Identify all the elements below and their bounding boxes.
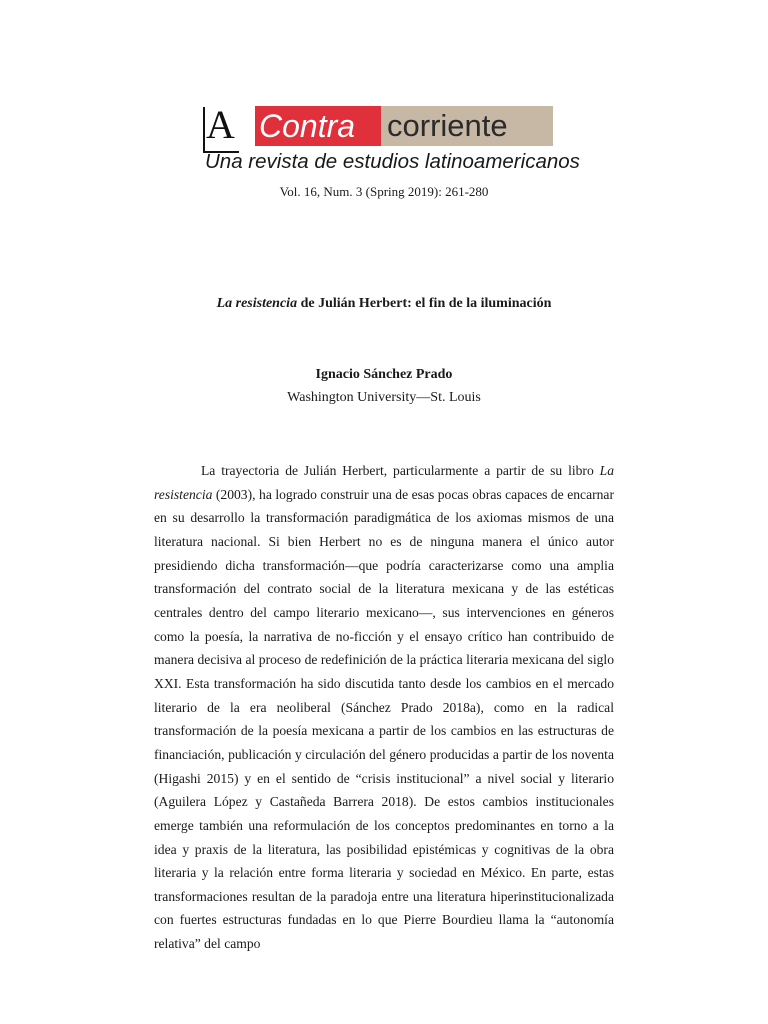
body-text-a: La trayectoria de Julián Herbert, particularmente a partir de su libro	[201, 463, 600, 478]
article-title-italic: La resistencia	[216, 296, 298, 311]
logo-vertical-rule	[203, 107, 205, 153]
body-text-italic: La resistencia	[154, 463, 614, 502]
body-paragraph	[154, 459, 614, 956]
article-title-rest: de Julián Herbert: el fin de la iluminación	[297, 296, 552, 311]
author-name: Ignacio Sánchez Prado	[315, 367, 453, 382]
journal-subtitle: Una revista de estudios latinoamericanos	[205, 150, 580, 173]
article-title	[0, 294, 768, 314]
author-affiliation: Washington University—St. Louis	[287, 390, 481, 405]
logo-contra-block: Contra	[255, 106, 381, 146]
logo-letter-a: A	[206, 102, 235, 147]
citation-line: Vol. 16, Num. 3 (Spring 2019): 261-280	[279, 184, 489, 199]
journal-logo	[203, 102, 580, 183]
logo-corriente-block: corriente	[381, 106, 553, 146]
body-text-b: (2003), ha logrado construir una de esas pocas obras capaces de encarnar en su desarrollo la transformación paradigmática de los axiomas mismos de una literatura nacional. Si bien Herbert no es de ninguna manera el único autor presidiendo dicha transformación—que podría caracterizarse como una amplia transformación del contrato social de la literatura mexicana y de las estéticas centrales dentro del campo literario mexicano—, sus intervenciones en géneros como la poesía, la narrativa de no-ficción y el ensayo crítico han contribuido de manera decisiva al proceso de redefinición de la práctica literaria mexicana del siglo XXI. Esta transformación ha sido discutida tanto desde los cambios en el mercado literario de la era neoliberal (Sánchez Prado 2018a), como en la radical transformación de la poesía mexicana a partir de los cambios en las estructuras de financiación, publicación y circulación del género producidas a partir de los noventa (Higashi 2015) y en el sentido de “crisis institucional” a nivel social y literario (Aguilera López y Castañeda Barrera 2018). De estos cambios institucionales emerge también una reformulación de los conceptos predominantes en torno a la idea y praxis de la literatura, las posibilidad epistémicas y cognitivas de la obra literaria y la relación entre forma literaria y sociedad en México. En parte, estas transformaciones resultan de la paradoja entre una literatura hiperinstitucionalizada con fuertes estructuras fundadas en lo que Pierre Bourdieu llama la “autonomía relativa” del campo	[154, 486, 614, 952]
